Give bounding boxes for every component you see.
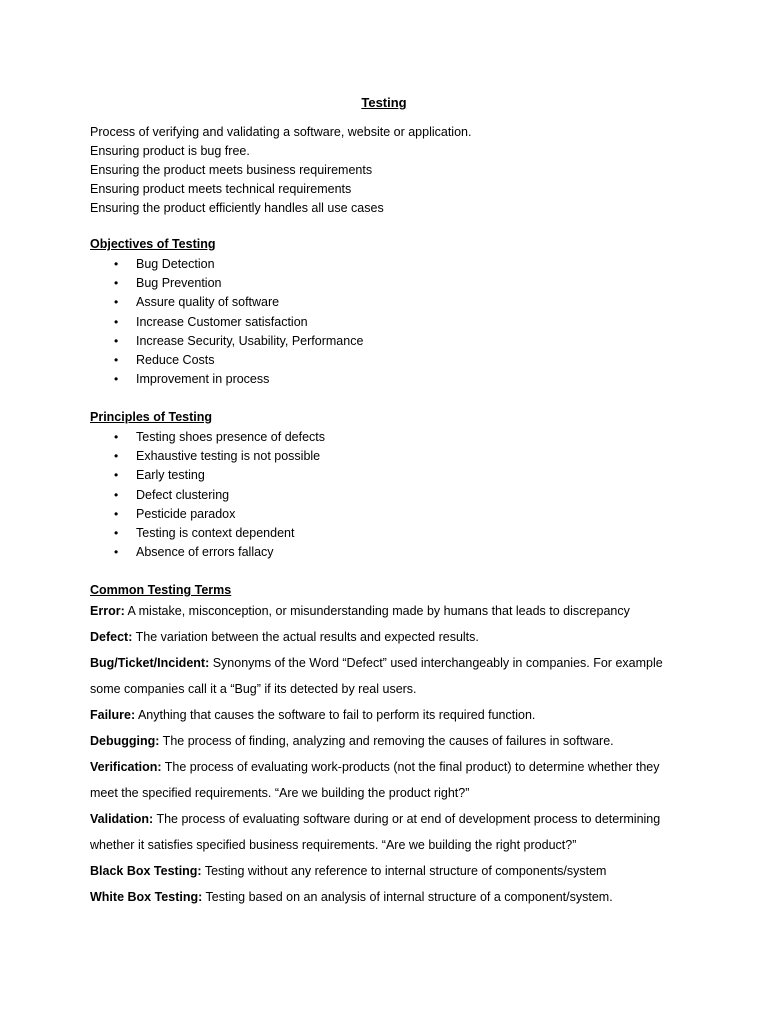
intro-line: Ensuring product meets technical requirements — [90, 182, 352, 196]
list-item — [90, 293, 363, 312]
list-item-text: Reduce Costs — [136, 353, 215, 368]
terms-block — [90, 598, 690, 910]
bullet-icon: • — [114, 372, 119, 387]
term-text: some companies call it a “Bug” if its detected by real users. — [90, 682, 417, 696]
list-item — [90, 255, 363, 274]
list-item-text: Increase Customer satisfaction — [136, 314, 308, 329]
intro-line: Ensuring product is bug free. — [90, 144, 250, 158]
bullet-icon: • — [114, 314, 119, 329]
bullet-icon: • — [114, 353, 119, 368]
document-title: Testing — [361, 95, 407, 110]
list-item-text: Early testing — [136, 468, 205, 483]
term-line — [90, 884, 690, 910]
term-line — [90, 806, 690, 832]
bullet-icon: • — [114, 430, 119, 444]
term-line — [90, 702, 690, 728]
term-text: A mistake, misconception, or misunderstanding made by humans that leads to discrepancy — [124, 604, 630, 618]
term-text: The process of evaluating work-products (not the final product) to determine whether they — [161, 760, 660, 774]
list-item — [90, 466, 325, 485]
intro-line: Ensuring the product efficiently handles all use cases — [90, 201, 384, 215]
list-item-text: Bug Detection — [136, 257, 215, 271]
objectives-list — [90, 255, 363, 389]
term-text: The process of finding, analyzing and removing the causes of failures in software. — [159, 734, 614, 748]
term-line — [90, 754, 690, 780]
bullet-icon: • — [114, 487, 119, 502]
principles-list — [90, 428, 325, 562]
list-item-text: Increase Security, Usability, Performance — [136, 333, 364, 348]
list-item — [90, 370, 363, 389]
term-text: Testing based on an analysis of internal structure of a component/system. — [202, 890, 613, 904]
term-line — [90, 728, 690, 754]
objectives-heading: Objectives of Testing — [90, 237, 216, 251]
term-key: Defect: — [90, 630, 133, 644]
term-key: Black Box Testing: — [90, 864, 202, 878]
list-item-text: Assure quality of software — [136, 295, 280, 310]
list-item-text: Defect clustering — [136, 487, 230, 502]
term-key: Error: — [90, 604, 125, 618]
list-item-text: Pesticide paradox — [136, 506, 236, 521]
list-item-text: Testing is context dependent — [136, 526, 295, 541]
list-item-text: Absence of errors fallacy — [136, 545, 274, 560]
list-item — [90, 505, 325, 524]
term-text: The variation between the actual results and expected results. — [132, 630, 479, 644]
list-item — [90, 447, 325, 466]
list-item — [90, 274, 363, 293]
list-item — [90, 332, 363, 351]
term-line — [90, 832, 690, 858]
term-text: meet the specified requirements. “Are we building the product right?” — [90, 786, 470, 800]
term-line — [90, 650, 690, 676]
list-item — [90, 486, 325, 505]
term-key: Verification: — [90, 760, 162, 774]
term-line — [90, 676, 690, 702]
bullet-icon: • — [114, 545, 119, 560]
list-item-text: Testing shoes presence of defects — [136, 430, 326, 444]
bullet-icon: • — [114, 506, 119, 521]
term-key: Validation: — [90, 812, 154, 826]
bullet-icon: • — [114, 333, 119, 348]
list-item — [90, 524, 325, 543]
list-item — [90, 543, 325, 562]
bullet-icon: • — [114, 276, 119, 291]
list-item — [90, 351, 363, 370]
term-text: Anything that causes the software to fail to perform its required function. — [135, 708, 536, 722]
terms-heading: Common Testing Terms — [90, 583, 232, 597]
term-text: Synonyms of the Word “Defect” used interchangeably in companies. For example — [209, 656, 663, 670]
term-key: Failure: — [90, 708, 136, 722]
list-item-text: Improvement in process — [136, 372, 270, 387]
term-text: The process of evaluating software during or at end of development process to determining — [153, 812, 661, 826]
bullet-icon: • — [114, 468, 119, 483]
term-key: Debugging: — [90, 734, 160, 748]
term-line — [90, 624, 690, 650]
intro-line: Process of verifying and validating a software, website or application. — [90, 125, 472, 139]
term-line — [90, 598, 690, 624]
bullet-icon: • — [114, 449, 119, 464]
bullet-icon: • — [114, 257, 119, 271]
list-item-text: Exhaustive testing is not possible — [136, 449, 321, 464]
term-key: Bug/Ticket/Incident: — [90, 656, 210, 670]
list-item-text: Bug Prevention — [136, 276, 222, 291]
term-text: whether it satisfies specified business requirements. “Are we building the right product?” — [90, 838, 577, 852]
intro-line: Ensuring the product meets business requirements — [90, 163, 373, 177]
term-line — [90, 858, 690, 884]
intro-block — [90, 123, 471, 218]
bullet-icon: • — [114, 526, 119, 541]
term-key: White Box Testing: — [90, 890, 203, 904]
term-line — [90, 780, 690, 806]
list-item — [90, 313, 363, 332]
list-item — [90, 428, 325, 447]
term-text: Testing without any reference to internal structure of components/system — [201, 864, 607, 878]
principles-heading: Principles of Testing — [90, 410, 213, 424]
bullet-icon: • — [114, 295, 119, 310]
